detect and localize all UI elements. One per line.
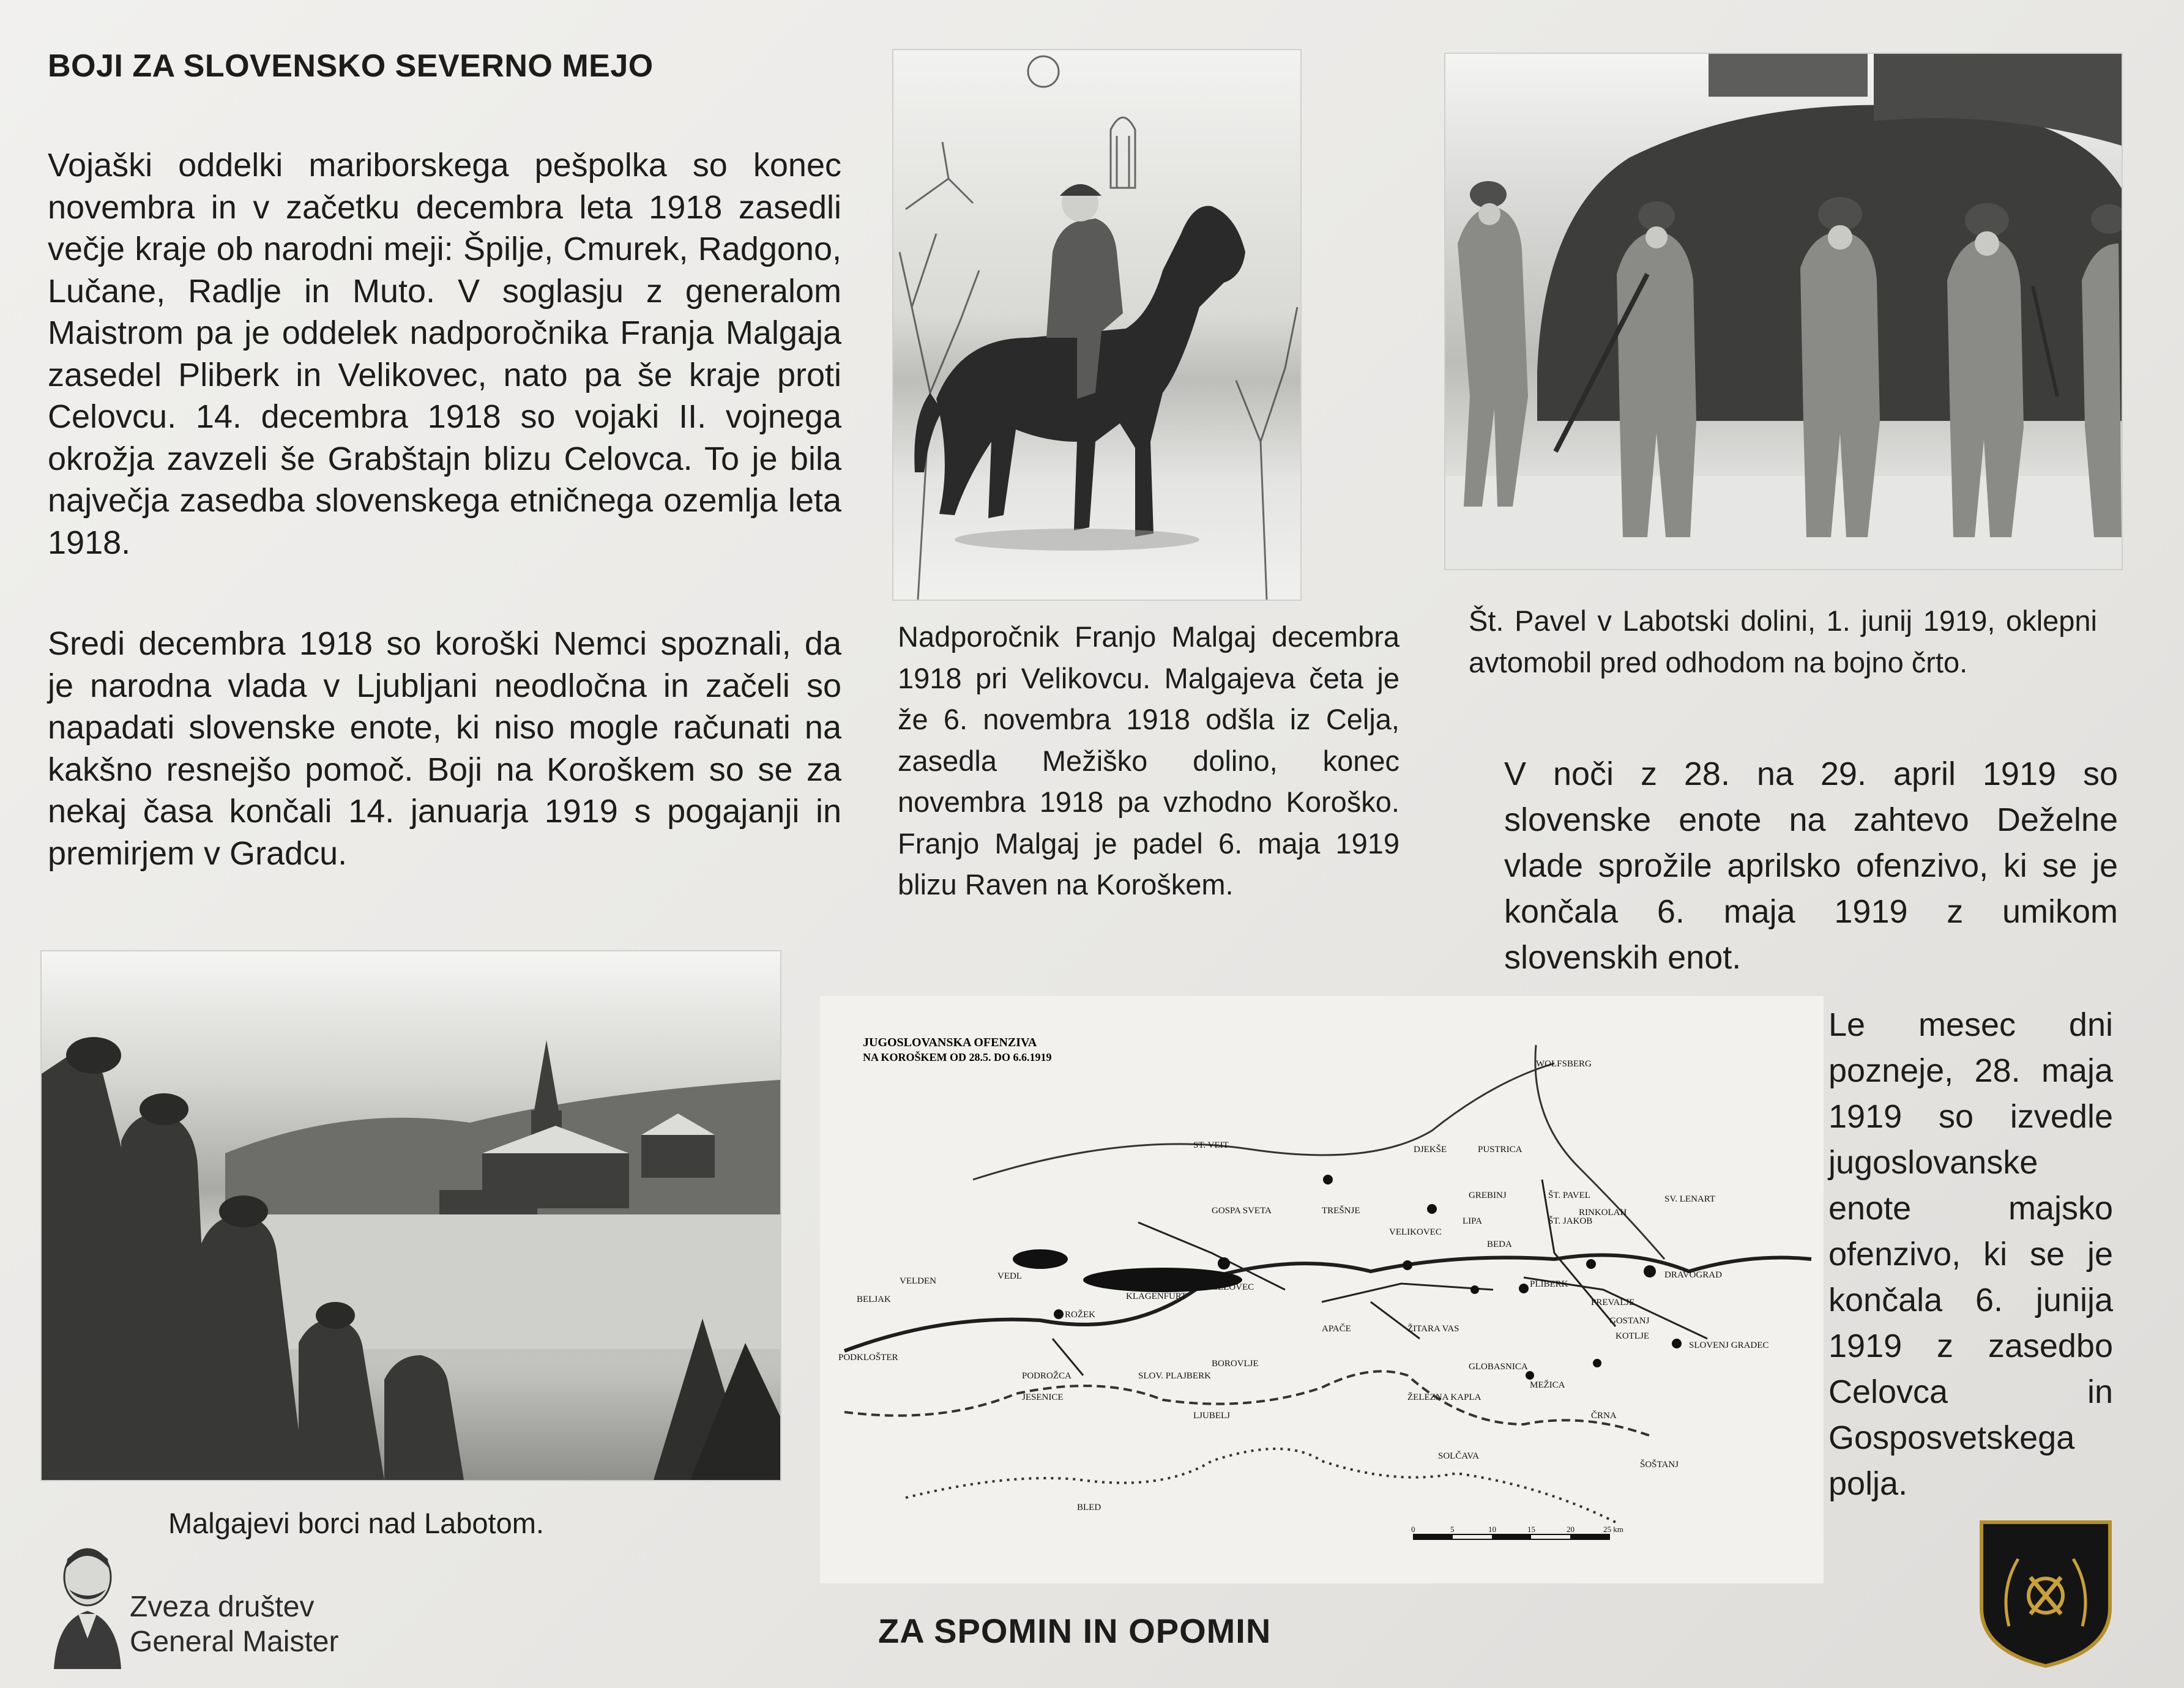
map-label-wolfsberg: WOLFSBERG [1536,1059,1592,1069]
maister-portrait-logo [48,1541,127,1669]
map-label-borovlje: BOROVLJE [1212,1359,1259,1369]
lake-osoje [1013,1249,1068,1269]
map-label-velikovec: VELIKOVEC [1389,1227,1442,1237]
map-title-2: NA KOROŠKEM OD 28.5. DO 6.6.1919 [863,1051,1052,1063]
map-label-podrozca: PODROŽCA [1022,1371,1072,1381]
map-label-zelezna-kapla: ŽELEZNA KAPLA [1407,1392,1481,1402]
map-label-crna: ČRNA [1591,1411,1617,1421]
labot-photo-drawing [42,951,780,1480]
labot-soldiers-photo [42,951,780,1480]
map-label-djekse: DJEKŠE [1414,1145,1447,1154]
map-label-globasnica: GLOBASNICA [1469,1362,1528,1372]
map-label-solcava: SOLČAVA [1438,1451,1479,1461]
map-label-jesenice: JESENICE [1022,1392,1064,1402]
association-line-1: Zveza društev [130,1591,315,1623]
horse-photo-drawing [893,50,1300,600]
map-label-podklostek: PODKLOŠTER [838,1353,898,1363]
armored-car-drawing [1445,54,2122,569]
map-label-st-pavel: ŠT. PAVEL [1548,1191,1590,1200]
map-label-vedl: VEDL [997,1271,1022,1281]
svg-text:10: 10 [1488,1525,1496,1534]
malgaj-horse-photo [893,50,1300,600]
association-name [130,1589,338,1659]
map-scale-bar [1411,1525,1623,1539]
museum-badge-logo [1975,1516,2116,1669]
april-paragraph: V noči z 28. na 29. april 1919 so slovenske enote na zahtevo Deželne vlade sprožile aprilsko ofenzivo, ki se je končala 6. maja 1919 z umikom slovenskih enot. [1504,756,2118,976]
map-label-celovec: CELOVEC [1212,1282,1254,1292]
labot-caption: Malgajevi borci nad Labotom. [168,1507,544,1539]
map-label-mezica: MEŽICA [1530,1380,1565,1390]
svg-text:0: 0 [1411,1525,1415,1534]
association-line-2: General Maister [130,1626,339,1658]
map-label-sv-lenart: SV. LENART [1664,1194,1715,1204]
map-label-beljak: BELJAK [857,1295,891,1304]
map-label-rinkolah: RINKOLAH [1579,1208,1627,1218]
map-label-slov-plajberk: SLOV. PLAJBERK [1138,1371,1211,1381]
offensive-map [820,996,1824,1583]
map-label-prevalje: PREVALJE [1591,1298,1635,1307]
map-title-1: JUGOSLOVANSKA OFENZIVA [863,1036,1037,1049]
second-paragraph: Sredi decembra 1918 so koroški Nemci spoznali, da je narodna vlada v Ljubljani neodločna in začeli so napadati slovenske enote, ki niso mogle računati na kakšno resnejšo pomoč. Boji na Koroškem so se za nekaj časa končali 14. januarja 1919 s pogajanji in premirjem v Gradcu. [48,625,841,872]
svg-text:25 km: 25 km [1603,1525,1623,1534]
page-title: BOJI ZA SLOVENSKO SEVERNO MEJO [48,48,654,84]
map-label-pliberk: PLIBERK [1530,1279,1568,1289]
map-label-slovenj-gradec: SLOVENJ GRADEC [1689,1340,1769,1350]
svg-text:15: 15 [1527,1525,1535,1534]
map-label-ljubelj: LJUBELJ [1193,1411,1230,1421]
map-label-pustrica: PUSTRICA [1478,1145,1522,1154]
map-label-st-veit: ST. VEIT [1193,1140,1229,1150]
map-label-sostanj: ŠOŠTANJ [1640,1460,1679,1470]
map-label-klagenfurt: KLAGENFURT [1126,1292,1187,1301]
map-label-grebinj: GREBINJ [1469,1191,1507,1200]
may-paragraph: Le mesec dni pozneje, 28. maja 1919 so izvedle jugoslovanske enote majsko ofenzivo, ki se je končala 6. junija 1919 z zasedbo Celovca in Gosposvetskega polja. [1828,1006,2113,1502]
map-label-beda: BEDA [1487,1240,1512,1249]
svg-text:20: 20 [1567,1525,1575,1534]
river-drava [844,1255,1811,1351]
map-label-gospa-sveta: GOSPA SVETA [1212,1206,1272,1216]
pavel-caption: Št. Pavel v Labotski dolini, 1. junij 1919, oklepni avtomobil pred odhodom na bojno črto. [1469,604,2097,679]
footer-motto: ZA SPOMIN IN OPOMIN [878,1612,1272,1650]
map-label-dravograd: DRAVOGRAD [1664,1270,1722,1280]
map-drawing [820,996,1824,1583]
map-label-velden: VELDEN [900,1276,936,1286]
map-label-lipa: LIPA [1463,1216,1482,1226]
map-label-apace: APAČE [1322,1324,1351,1334]
map-label-tresnje: TREŠNJE [1322,1206,1360,1216]
map-label-gostanj: GOSTANJ [1609,1316,1650,1326]
map-label-zitara-vas: ŽITARA VAS [1407,1324,1459,1334]
map-label-kotlje: KOTLJE [1616,1331,1649,1341]
map-label-bled: BLED [1077,1503,1101,1512]
armored-car-photo [1445,54,2122,569]
svg-text:5: 5 [1450,1525,1455,1534]
intro-paragraph: Vojaški oddelki mariborskega pešpolka so konec novembra in v začetku decembra leta 1918 zasedli večje kraje ob narodni meji: Špilje, Cmurek, Radgono, Lučane, Radlje in Muto. V soglasju z generalom Maistrom pa je oddelek nadporočnika Franja Malgaja zasedel Pliberk in Velikovec, nato pa še kraje proti Celovcu. 14. decembra 1918 so vojaki II. vojnega okrožja zavzeli še Grabštajn blizu Celovca. To je bila največja zasedba slovenskega etničnega ozemlja leta 1918. [48,147,841,561]
malgaj-caption: Nadporočnik Franjo Malgaj decembra 1918 pri Velikovcu. Malgajeva četa je že 6. novembra 1918 odšla iz Celja, zasedla Mežiško dolino, konec novembra 1918 pa vzhodno Koroško. Franjo Malgaj je padel 6. maja 1919 blizu Raven na Koroškem. [898,620,1399,901]
map-label-st-jakob: ŠT. JAKOB [1548,1216,1593,1226]
map-label-rozek: ROŽEK [1065,1310,1095,1320]
